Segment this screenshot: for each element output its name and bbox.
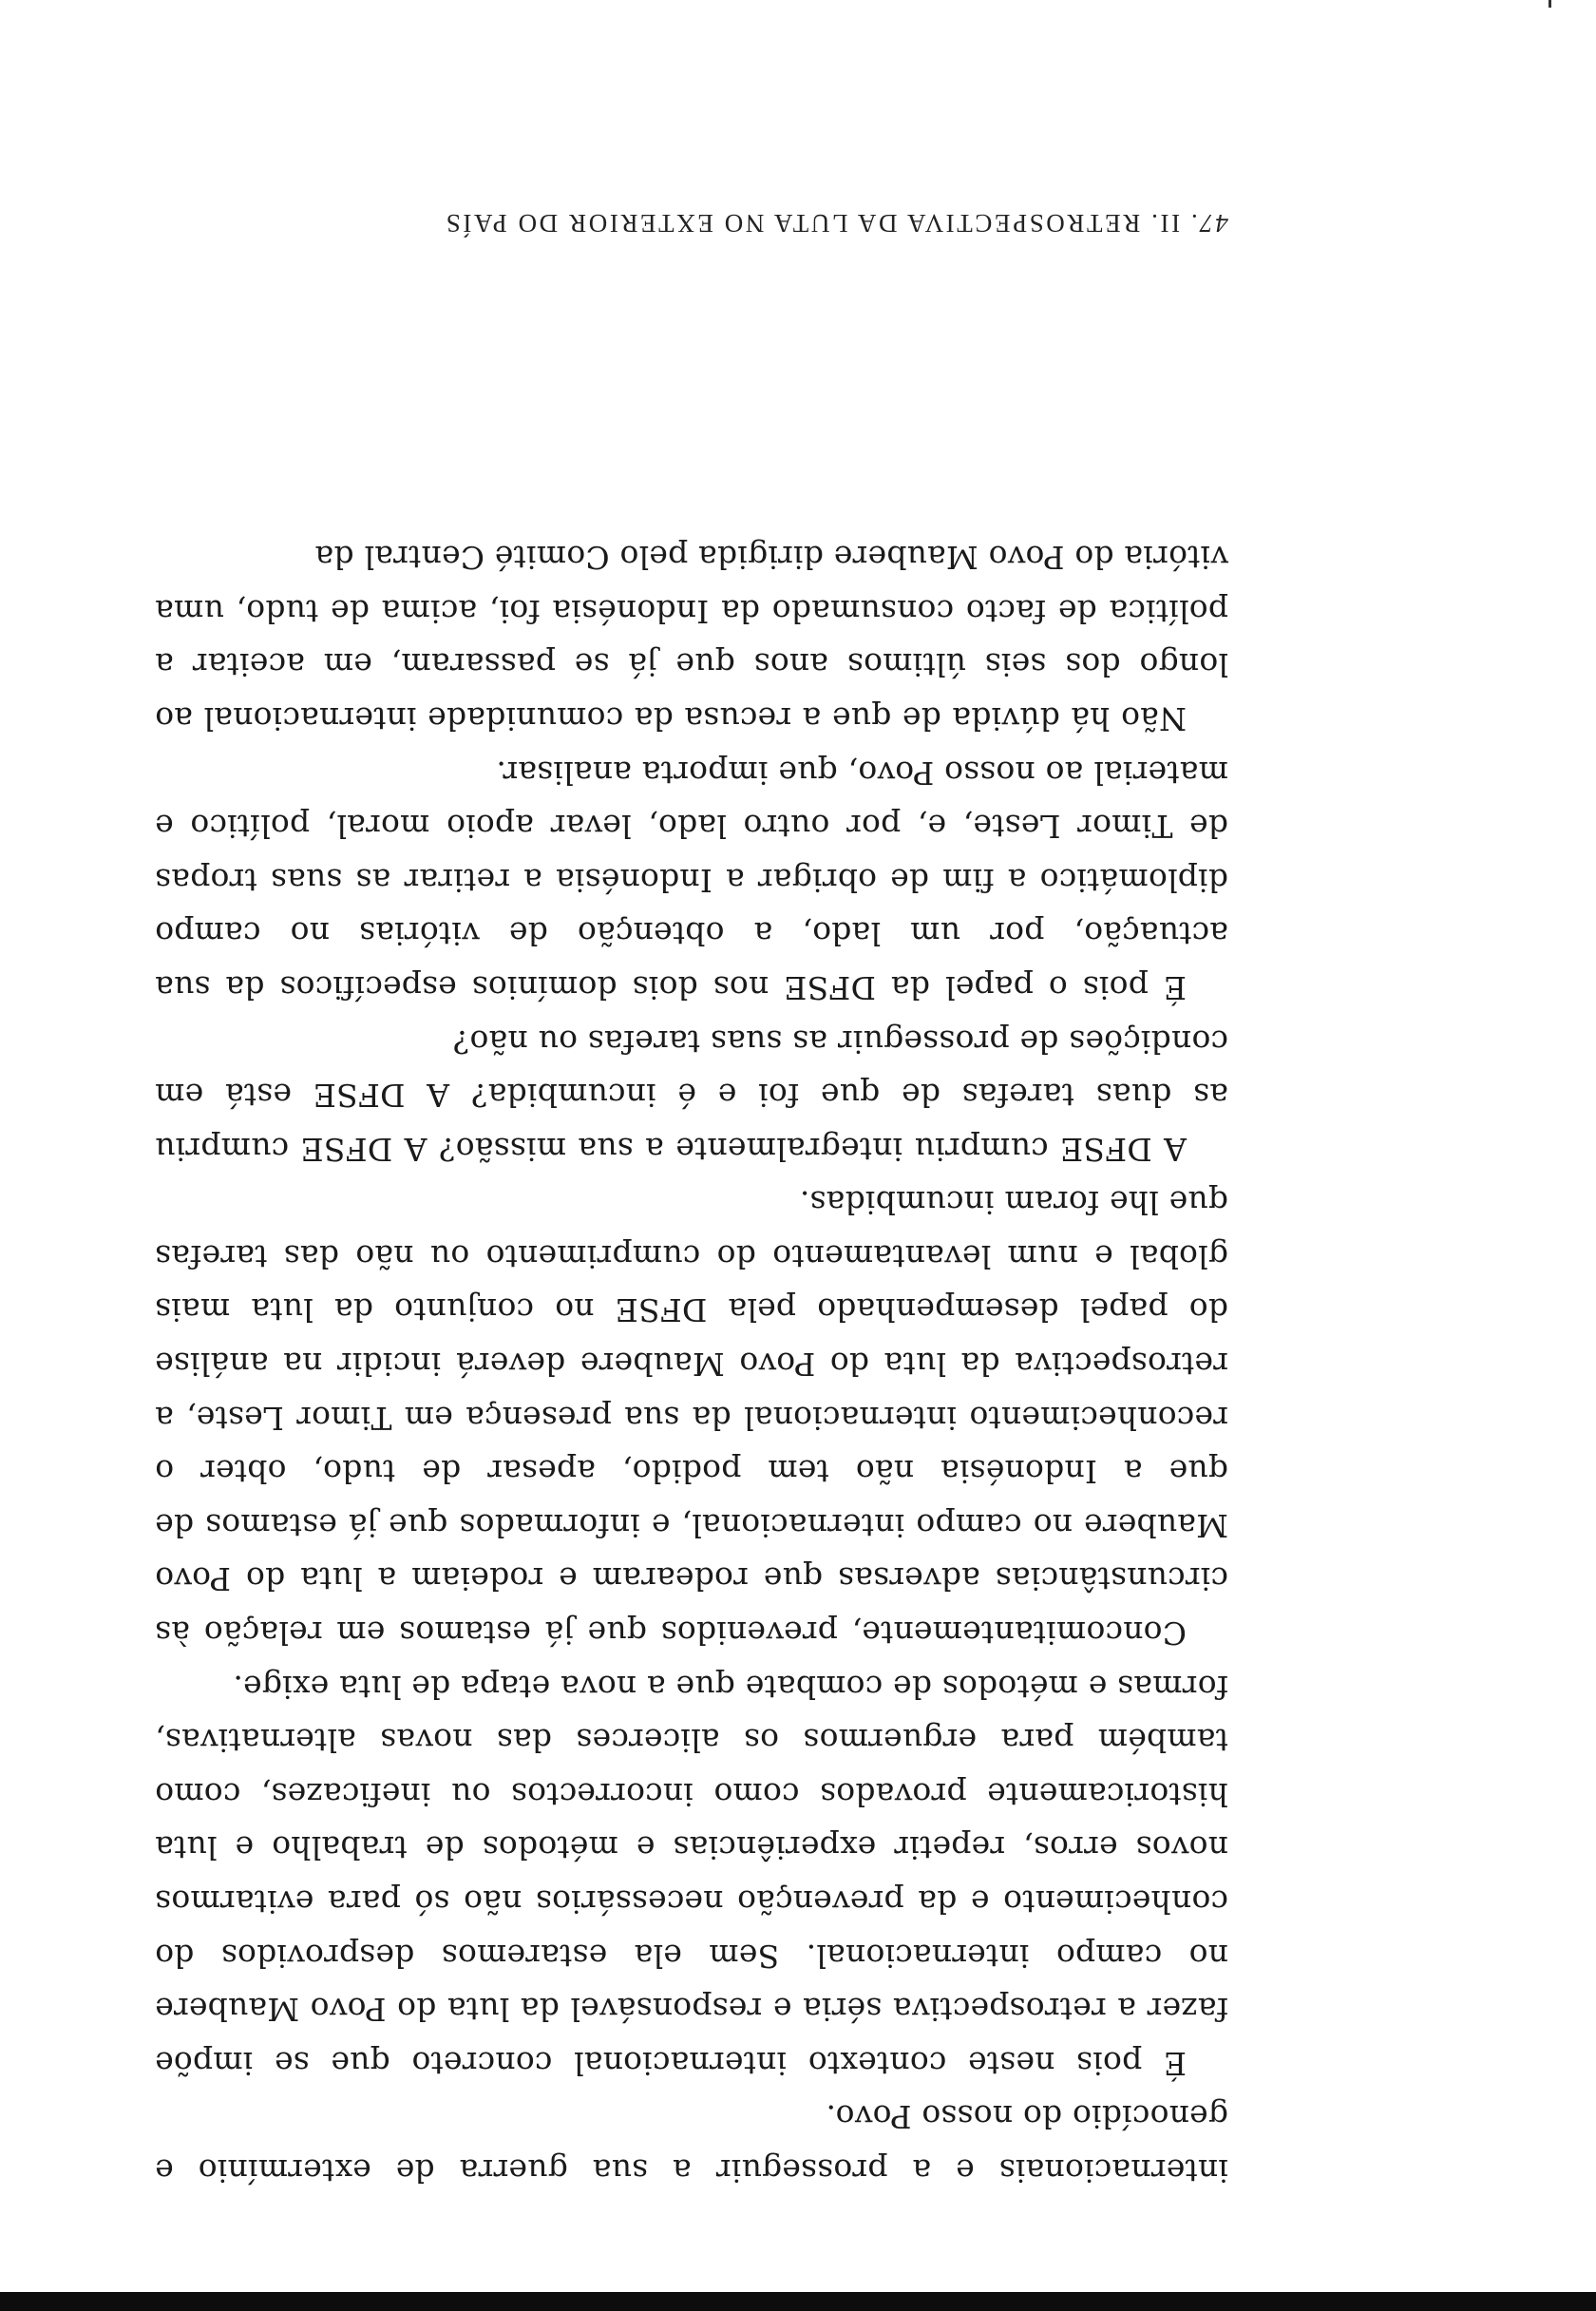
paragraph-dfse-questions: A DFSE cumpriu integralmente a sua missão? A DFSE cumpriu as duas tarefas de que foi e é incumbida? A DFSE está em condições de prosseguir as suas tarefas ou não? xyxy=(155,1022,1228,1168)
chapter-title: II. RETROSPECTIVA DA LUTA NO EXTERIOR DO PAÍS xyxy=(444,209,1181,238)
paragraph-no-doubt: Não há dúvida de que a recusa da comunidade internacional ao longo dos seis últimos anos que já se passaram, em aceitar a política de facto consumado da Indonésia foi, acima de tudo, uma vitória do Povo Maubere dirigida pelo Comité Central da xyxy=(155,539,1228,737)
header-separator: . xyxy=(1188,209,1198,238)
paragraph-concomitantly: Concomitantemente, prevenidos que já estamos em relação às circunstâncias adversas que rodearam e rodeiam a luta do Povo Maubere no campo internacional, e informados que já estamos de que a Indonésia não tem podido, apesar de tudo, obter o reconhecimento internacional da sua presença em Timor Leste, a retrospectiva da luta do Povo Maubere deverá incidir na análise do papel desempenhado pela DFSE no conjunto da luta mais global e num levantamento do cumprimento ou não das tarefas que lhe foram incumbidas. xyxy=(155,1184,1228,1652)
paragraph-continuation: internacionais e a prosseguir a sua guerra de extermínio e genocídio do nosso Povo. xyxy=(155,2098,1228,2189)
paragraph-dfse-role: É pois o papel da DFSE nos dois domínios específicos da sua actuação, por um lado, a obtenção de vitórias no campo diplomático a fim de obrigar a Indonésia a retirar as suas tropas de Timor Leste, e, por outro lado, levar apoio moral, político e material ao nosso Povo, que importa analisar. xyxy=(155,754,1228,1006)
scan-edge-bar xyxy=(0,2292,1596,2311)
body-text xyxy=(155,530,1228,2197)
scan-corner-mark xyxy=(1548,0,1551,8)
page-number: 47 xyxy=(1197,209,1228,238)
paragraph-international-context: É pois neste contexto internacional concreto que se impõe fazer a retrospectiva séria e responsável da luta do Povo Maubere no campo internacional. Sem ela estaremos desprovidos do conhecimento e da prevenção necessários não só para evitarmos novos erros, repetir experiências e métodos de trabalho e luta historicamente provados como incorrectos ou ineficazes, como também para erguermos os alicerces das novas alternativas, formas e métodos de combate que a nova etapa de luta exige. xyxy=(155,1668,1228,2082)
running-header xyxy=(155,208,1228,238)
